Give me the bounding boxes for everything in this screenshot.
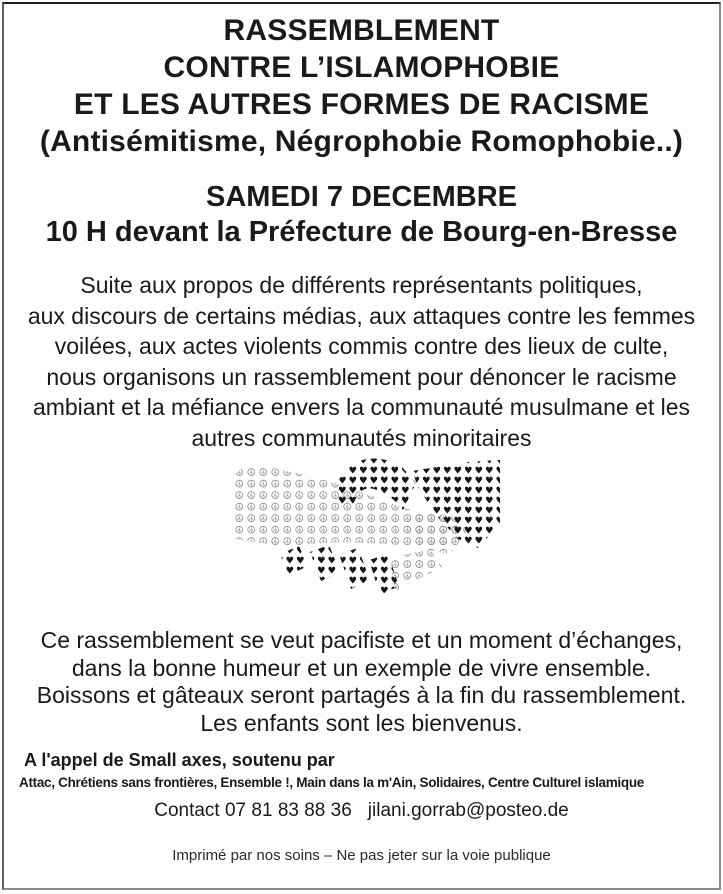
closing-line: Les enfants sont les bienvenus.	[200, 709, 523, 736]
event-date: SAMEDI 7 DECEMBRE	[206, 181, 517, 213]
contact-email: jilani.gorrab@posteo.de	[367, 800, 569, 821]
contact-phone: Contact 07 81 83 88 36	[154, 800, 352, 821]
closing-line: Ce rassemblement se veut pacifiste et un moment d’échanges,	[40, 627, 683, 653]
flyer-title	[4, 4, 719, 160]
closing-paragraph	[4, 627, 719, 737]
flyer-page	[2, 2, 721, 890]
intro-line: autres communautés minoritaires	[191, 424, 532, 451]
contact-info	[4, 800, 719, 822]
intro-line: aux discours de certains médias, aux attaques contre les femmes	[27, 302, 696, 329]
title-line-4: (Antisémitisme, Négrophobie Romophobie..)	[39, 125, 684, 158]
closing-line: Boissons et gâteaux seront partagés à la fin du rassemblement.	[36, 682, 687, 708]
event-place: 10 H devant la Préfecture de Bourg-en-Bresse	[45, 216, 678, 248]
supporters-list: Attac, Chrétiens sans frontières, Ensemble !, Main dans la m'Ain, Solidaires, Centre Culturel islamique	[19, 775, 644, 790]
appeal-text: A l'appel de Small axes, soutenu par	[24, 750, 335, 770]
footer-notice: Imprimé par nos soins – Ne pas jeter sur la voie publique	[172, 847, 551, 864]
intro-line: ambiant et la méfiance envers la communauté musulmane et les	[32, 394, 691, 420]
title-line-3: ET LES AUTRES FORMES DE RACISME	[73, 88, 650, 121]
intro-line: Suite aux propos de différents représentants politiques,	[80, 272, 643, 298]
intro-line: voilées, aux actes violents commis contre des lieux de culte,	[54, 333, 669, 359]
closing-line: dans la bonne humeur et un exemple de vivre ensemble.	[71, 654, 652, 681]
handshake-icon	[222, 455, 502, 603]
title-line-1: RASSEMBLEMENT	[223, 14, 500, 47]
title-line-2: CONTRE L’ISLAMOPHOBIE	[163, 51, 560, 84]
intro-line: nous organisons un rassemblement pour dénoncer le racisme	[46, 363, 677, 390]
event-details	[4, 180, 719, 250]
handshake-illustration	[4, 455, 719, 605]
intro-paragraph	[4, 270, 719, 453]
